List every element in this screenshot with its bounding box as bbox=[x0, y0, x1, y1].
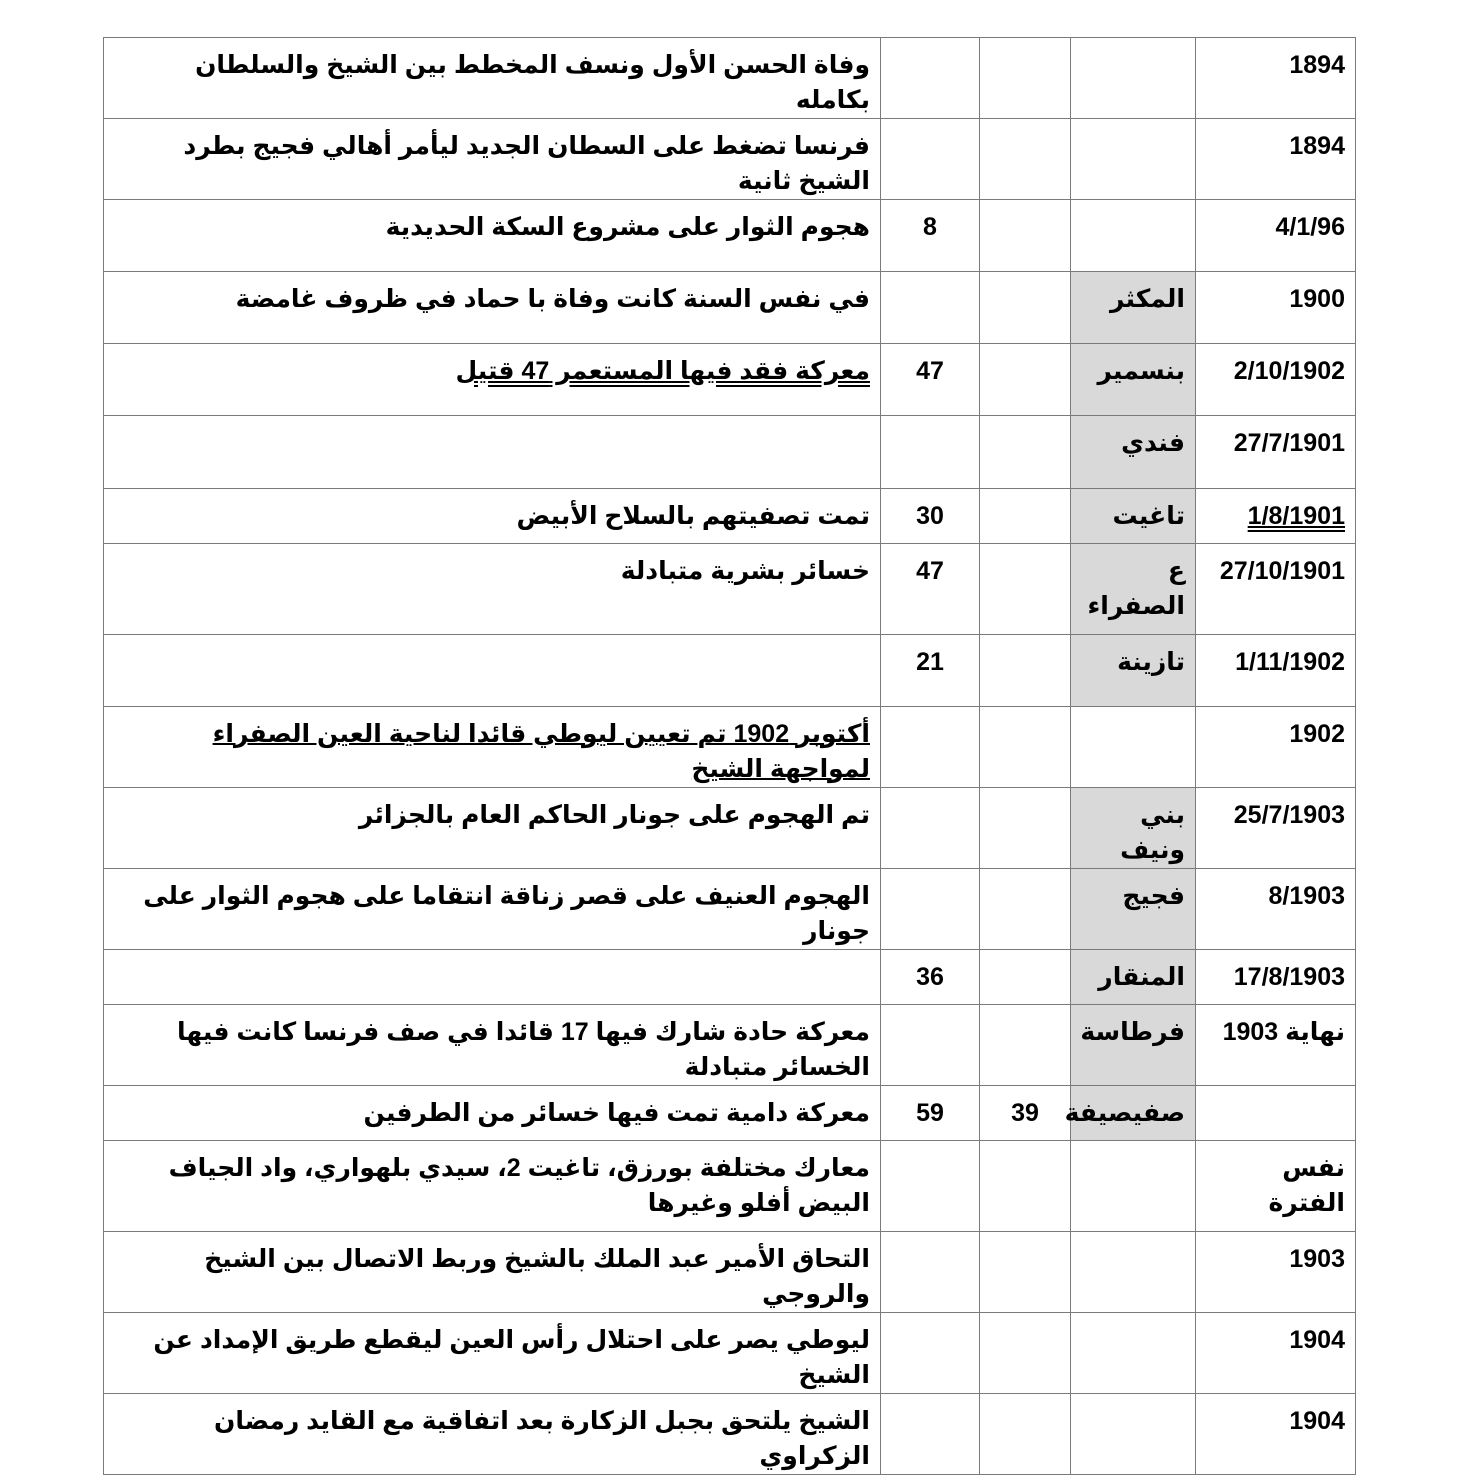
table-row bbox=[104, 38, 1356, 119]
count-cell-secondary bbox=[980, 869, 1071, 950]
event-text-underlined: معركة فقد فيها المستعمر 47 قتيل bbox=[455, 357, 870, 385]
place-cell: صفيصيفة bbox=[1071, 1086, 1196, 1141]
event-cell bbox=[104, 707, 881, 788]
event-cell bbox=[104, 950, 881, 1005]
count-cell-secondary bbox=[980, 1232, 1071, 1313]
count-cell: 47 bbox=[881, 344, 980, 416]
event-text-underlined: أكتوبر 1902 تم تعيين ليوطي قائدا لناحية العين الصفراء لمواجهة الشيخ bbox=[212, 720, 870, 783]
event-cell: هجوم الثوار على مشروع السكة الحديدية bbox=[104, 200, 881, 272]
place-cell: تاغيت bbox=[1071, 489, 1196, 544]
count-cell: 36 bbox=[881, 950, 980, 1005]
place-cell: فندي bbox=[1071, 416, 1196, 489]
event-cell: ليوطي يصر على احتلال رأس العين ليقطع طريق الإمداد عن الشيخ bbox=[104, 1313, 881, 1394]
date-cell: 8/1903 bbox=[1196, 869, 1356, 950]
events-table bbox=[103, 37, 1356, 1475]
count-cell-secondary bbox=[980, 544, 1071, 635]
place-cell: ع الصفراء bbox=[1071, 544, 1196, 635]
date-cell: 1/11/1902 bbox=[1196, 635, 1356, 707]
event-cell: معركة دامية تمت فيها خسائر من الطرفين bbox=[104, 1086, 881, 1141]
count-cell-secondary bbox=[980, 1141, 1071, 1232]
count-cell bbox=[881, 1141, 980, 1232]
count-cell-secondary bbox=[980, 38, 1071, 119]
date-cell: 27/7/1901 bbox=[1196, 416, 1356, 489]
count-cell: 47 bbox=[881, 544, 980, 635]
table-row bbox=[104, 1086, 1356, 1141]
date-cell: 17/8/1903 bbox=[1196, 950, 1356, 1005]
table-row bbox=[104, 200, 1356, 272]
count-cell-secondary: 39 bbox=[980, 1086, 1071, 1141]
count-cell bbox=[881, 38, 980, 119]
place-cell bbox=[1071, 1141, 1196, 1232]
count-cell-secondary bbox=[980, 416, 1071, 489]
date-cell: 1904 bbox=[1196, 1313, 1356, 1394]
table-row bbox=[104, 416, 1356, 489]
table-row bbox=[104, 1313, 1356, 1394]
count-cell bbox=[881, 788, 980, 869]
event-cell bbox=[104, 635, 881, 707]
place-cell: المكثر bbox=[1071, 272, 1196, 344]
date-cell: 25/7/1903 bbox=[1196, 788, 1356, 869]
count-cell-secondary bbox=[980, 1313, 1071, 1394]
date-cell: 1900 bbox=[1196, 272, 1356, 344]
table-row bbox=[104, 950, 1356, 1005]
date-cell: 1894 bbox=[1196, 38, 1356, 119]
count-cell-secondary bbox=[980, 489, 1071, 544]
count-cell-secondary bbox=[980, 272, 1071, 344]
place-cell bbox=[1071, 119, 1196, 200]
event-cell: معركة حادة شارك فيها 17 قائدا في صف فرنسا كانت فيها الخسائر متبادلة bbox=[104, 1005, 881, 1086]
count-cell-secondary bbox=[980, 344, 1071, 416]
place-cell: فرطاسة bbox=[1071, 1005, 1196, 1086]
table-row bbox=[104, 1141, 1356, 1232]
count-cell-secondary bbox=[980, 635, 1071, 707]
date-cell bbox=[1196, 544, 1356, 635]
event-cell: التحاق الأمير عبد الملك بالشيخ وربط الاتصال بين الشيخ والروجي bbox=[104, 1232, 881, 1313]
count-cell bbox=[881, 416, 980, 489]
date-cell bbox=[1196, 489, 1356, 544]
count-cell-secondary bbox=[980, 1394, 1071, 1475]
table-row bbox=[104, 272, 1356, 344]
count-cell-secondary bbox=[980, 1005, 1071, 1086]
date-cell bbox=[1196, 1086, 1356, 1141]
date-cell: 1904 bbox=[1196, 1394, 1356, 1475]
place-cell: المنقار bbox=[1071, 950, 1196, 1005]
event-cell: الهجوم العنيف على قصر زناقة انتقاما على هجوم الثوار على جونار bbox=[104, 869, 881, 950]
count-cell: 21 bbox=[881, 635, 980, 707]
table-row bbox=[104, 1232, 1356, 1313]
place-cell bbox=[1071, 200, 1196, 272]
date-cell: 2/10/1902 bbox=[1196, 344, 1356, 416]
count-cell: 8 bbox=[881, 200, 980, 272]
place-cell bbox=[1071, 1232, 1196, 1313]
count-cell-secondary bbox=[980, 707, 1071, 788]
count-cell-secondary bbox=[980, 200, 1071, 272]
event-cell: الشيخ يلتحق بجبل الزكارة بعد اتفاقية مع القايد رمضان الزكراوي bbox=[104, 1394, 881, 1475]
table-row bbox=[104, 1394, 1356, 1475]
date-cell: 1902 bbox=[1196, 707, 1356, 788]
event-cell: خسائر بشرية متبادلة bbox=[104, 544, 881, 635]
event-cell: تم الهجوم على جونار الحاكم العام بالجزائر bbox=[104, 788, 881, 869]
event-cell: فرنسا تضغط على السطان الجديد ليأمر أهالي فجيج بطرد الشيخ ثانية bbox=[104, 119, 881, 200]
count-cell bbox=[881, 272, 980, 344]
event-cell bbox=[104, 416, 881, 489]
count-cell bbox=[881, 1005, 980, 1086]
table-row bbox=[104, 707, 1356, 788]
date-cell: 1903 bbox=[1196, 1232, 1356, 1313]
count-cell bbox=[881, 1232, 980, 1313]
count-cell bbox=[881, 1313, 980, 1394]
place-cell bbox=[1071, 1313, 1196, 1394]
date-cell: نهاية 1903 bbox=[1196, 1005, 1356, 1086]
table-row bbox=[104, 1005, 1356, 1086]
table-row bbox=[104, 119, 1356, 200]
count-cell-secondary bbox=[980, 788, 1071, 869]
date-text-wrapped: 27/10/1901 bbox=[1219, 557, 1345, 585]
place-cell: بني ونيف bbox=[1071, 788, 1196, 869]
count-cell bbox=[881, 707, 980, 788]
count-cell bbox=[881, 1394, 980, 1475]
event-cell: في نفس السنة كانت وفاة با حماد في ظروف غامضة bbox=[104, 272, 881, 344]
count-cell: 30 bbox=[881, 489, 980, 544]
table-row bbox=[104, 489, 1356, 544]
event-cell bbox=[104, 344, 881, 416]
event-cell: معارك مختلفة بورزق، تاغيت 2، سيدي بلهواري، واد الجياف البيض أفلو وغيرها bbox=[104, 1141, 881, 1232]
table-row bbox=[104, 869, 1356, 950]
place-cell: فجيج bbox=[1071, 869, 1196, 950]
date-cell: 1894 bbox=[1196, 119, 1356, 200]
count-cell: 59 bbox=[881, 1086, 980, 1141]
count-cell-secondary bbox=[980, 119, 1071, 200]
table-row bbox=[104, 788, 1356, 869]
place-cell bbox=[1071, 1394, 1196, 1475]
count-cell bbox=[881, 869, 980, 950]
count-cell bbox=[881, 119, 980, 200]
event-cell: تمت تصفيتهم بالسلاح الأبيض bbox=[104, 489, 881, 544]
place-cell bbox=[1071, 707, 1196, 788]
table-row bbox=[104, 635, 1356, 707]
place-cell: بنسمير bbox=[1071, 344, 1196, 416]
place-cell bbox=[1071, 38, 1196, 119]
table-row bbox=[104, 544, 1356, 635]
date-cell: 4/1/96 bbox=[1196, 200, 1356, 272]
count-cell-secondary bbox=[980, 950, 1071, 1005]
date-text-underlined: 1/8/1901 bbox=[1247, 502, 1345, 530]
event-cell: وفاة الحسن الأول ونسف المخطط بين الشيخ والسلطان بكامله bbox=[104, 38, 881, 119]
date-cell: نفس الفترة bbox=[1196, 1141, 1356, 1232]
table-row bbox=[104, 344, 1356, 416]
place-cell: تازينة bbox=[1071, 635, 1196, 707]
